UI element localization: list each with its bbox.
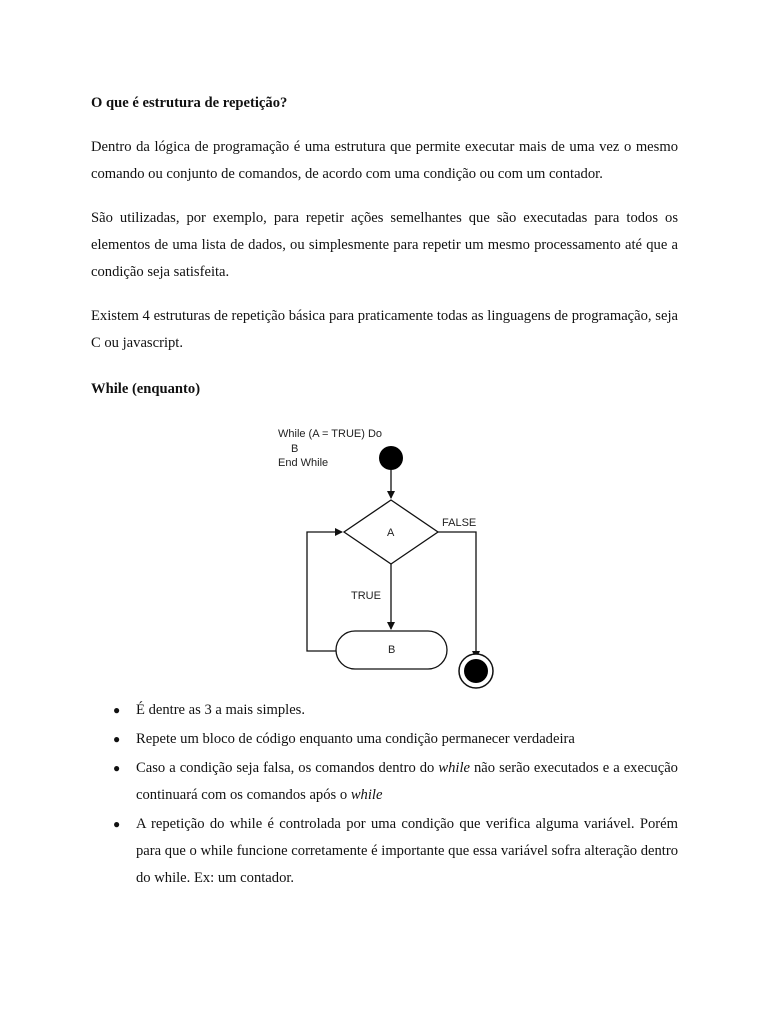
paragraph-structures: Existem 4 estruturas de repetição básica para praticamente todas as linguagens de programação, seja C ou javascript.	[91, 308, 678, 351]
loop-back-arrow	[307, 532, 342, 651]
paragraph-usage: São utilizadas, por exemplo, para repetir ações semelhantes que são executadas para todos os elementos de uma lista de dados, ou simplesmente para repetir um mesmo processamento até que a condição seja satisfeita.	[91, 210, 678, 280]
code-line-body: B	[291, 443, 299, 455]
start-node	[379, 446, 403, 470]
bullet-icon: ●	[113, 761, 121, 775]
code-line-while: While (A = TRUE) Do	[278, 428, 383, 440]
list-item: ● Repete um bloco de código enquanto uma condição permanecer verdadeira	[91, 726, 678, 753]
end-node	[464, 659, 488, 683]
feature-list	[91, 697, 678, 894]
while-flowchart	[270, 418, 510, 694]
page-title: O que é estrutura de repetição?	[91, 95, 288, 111]
decision-label: A	[387, 527, 395, 539]
bullet-icon: ●	[113, 817, 121, 831]
bullet-icon: ●	[113, 703, 121, 717]
list-item: ● A repetição do while é controlada por uma condição que verifica alguma variável. Porém para que o while funcione corretamente é importante que essa variável sofra alteração dentro do while. Ex: um contador.	[91, 811, 678, 892]
true-label: TRUE	[351, 590, 381, 602]
section-heading-while: While (enquanto)	[91, 381, 201, 397]
paragraph-definition: Dentro da lógica de programação é uma estrutura que permite executar mais de uma vez o mesmo comando ou conjunto de comandos, de acordo com uma condição ou com um contador.	[91, 139, 678, 182]
action-label: B	[388, 644, 396, 656]
bullet-icon: ●	[113, 732, 121, 746]
false-label: FALSE	[442, 517, 477, 529]
code-line-end: End While	[278, 457, 329, 469]
list-item: ● Caso a condição seja falsa, os comandos dentro do while não serão executados e a execução continuará com os comandos após o while	[91, 755, 678, 809]
list-item: ● É dentre as 3 a mais simples.	[91, 697, 678, 724]
